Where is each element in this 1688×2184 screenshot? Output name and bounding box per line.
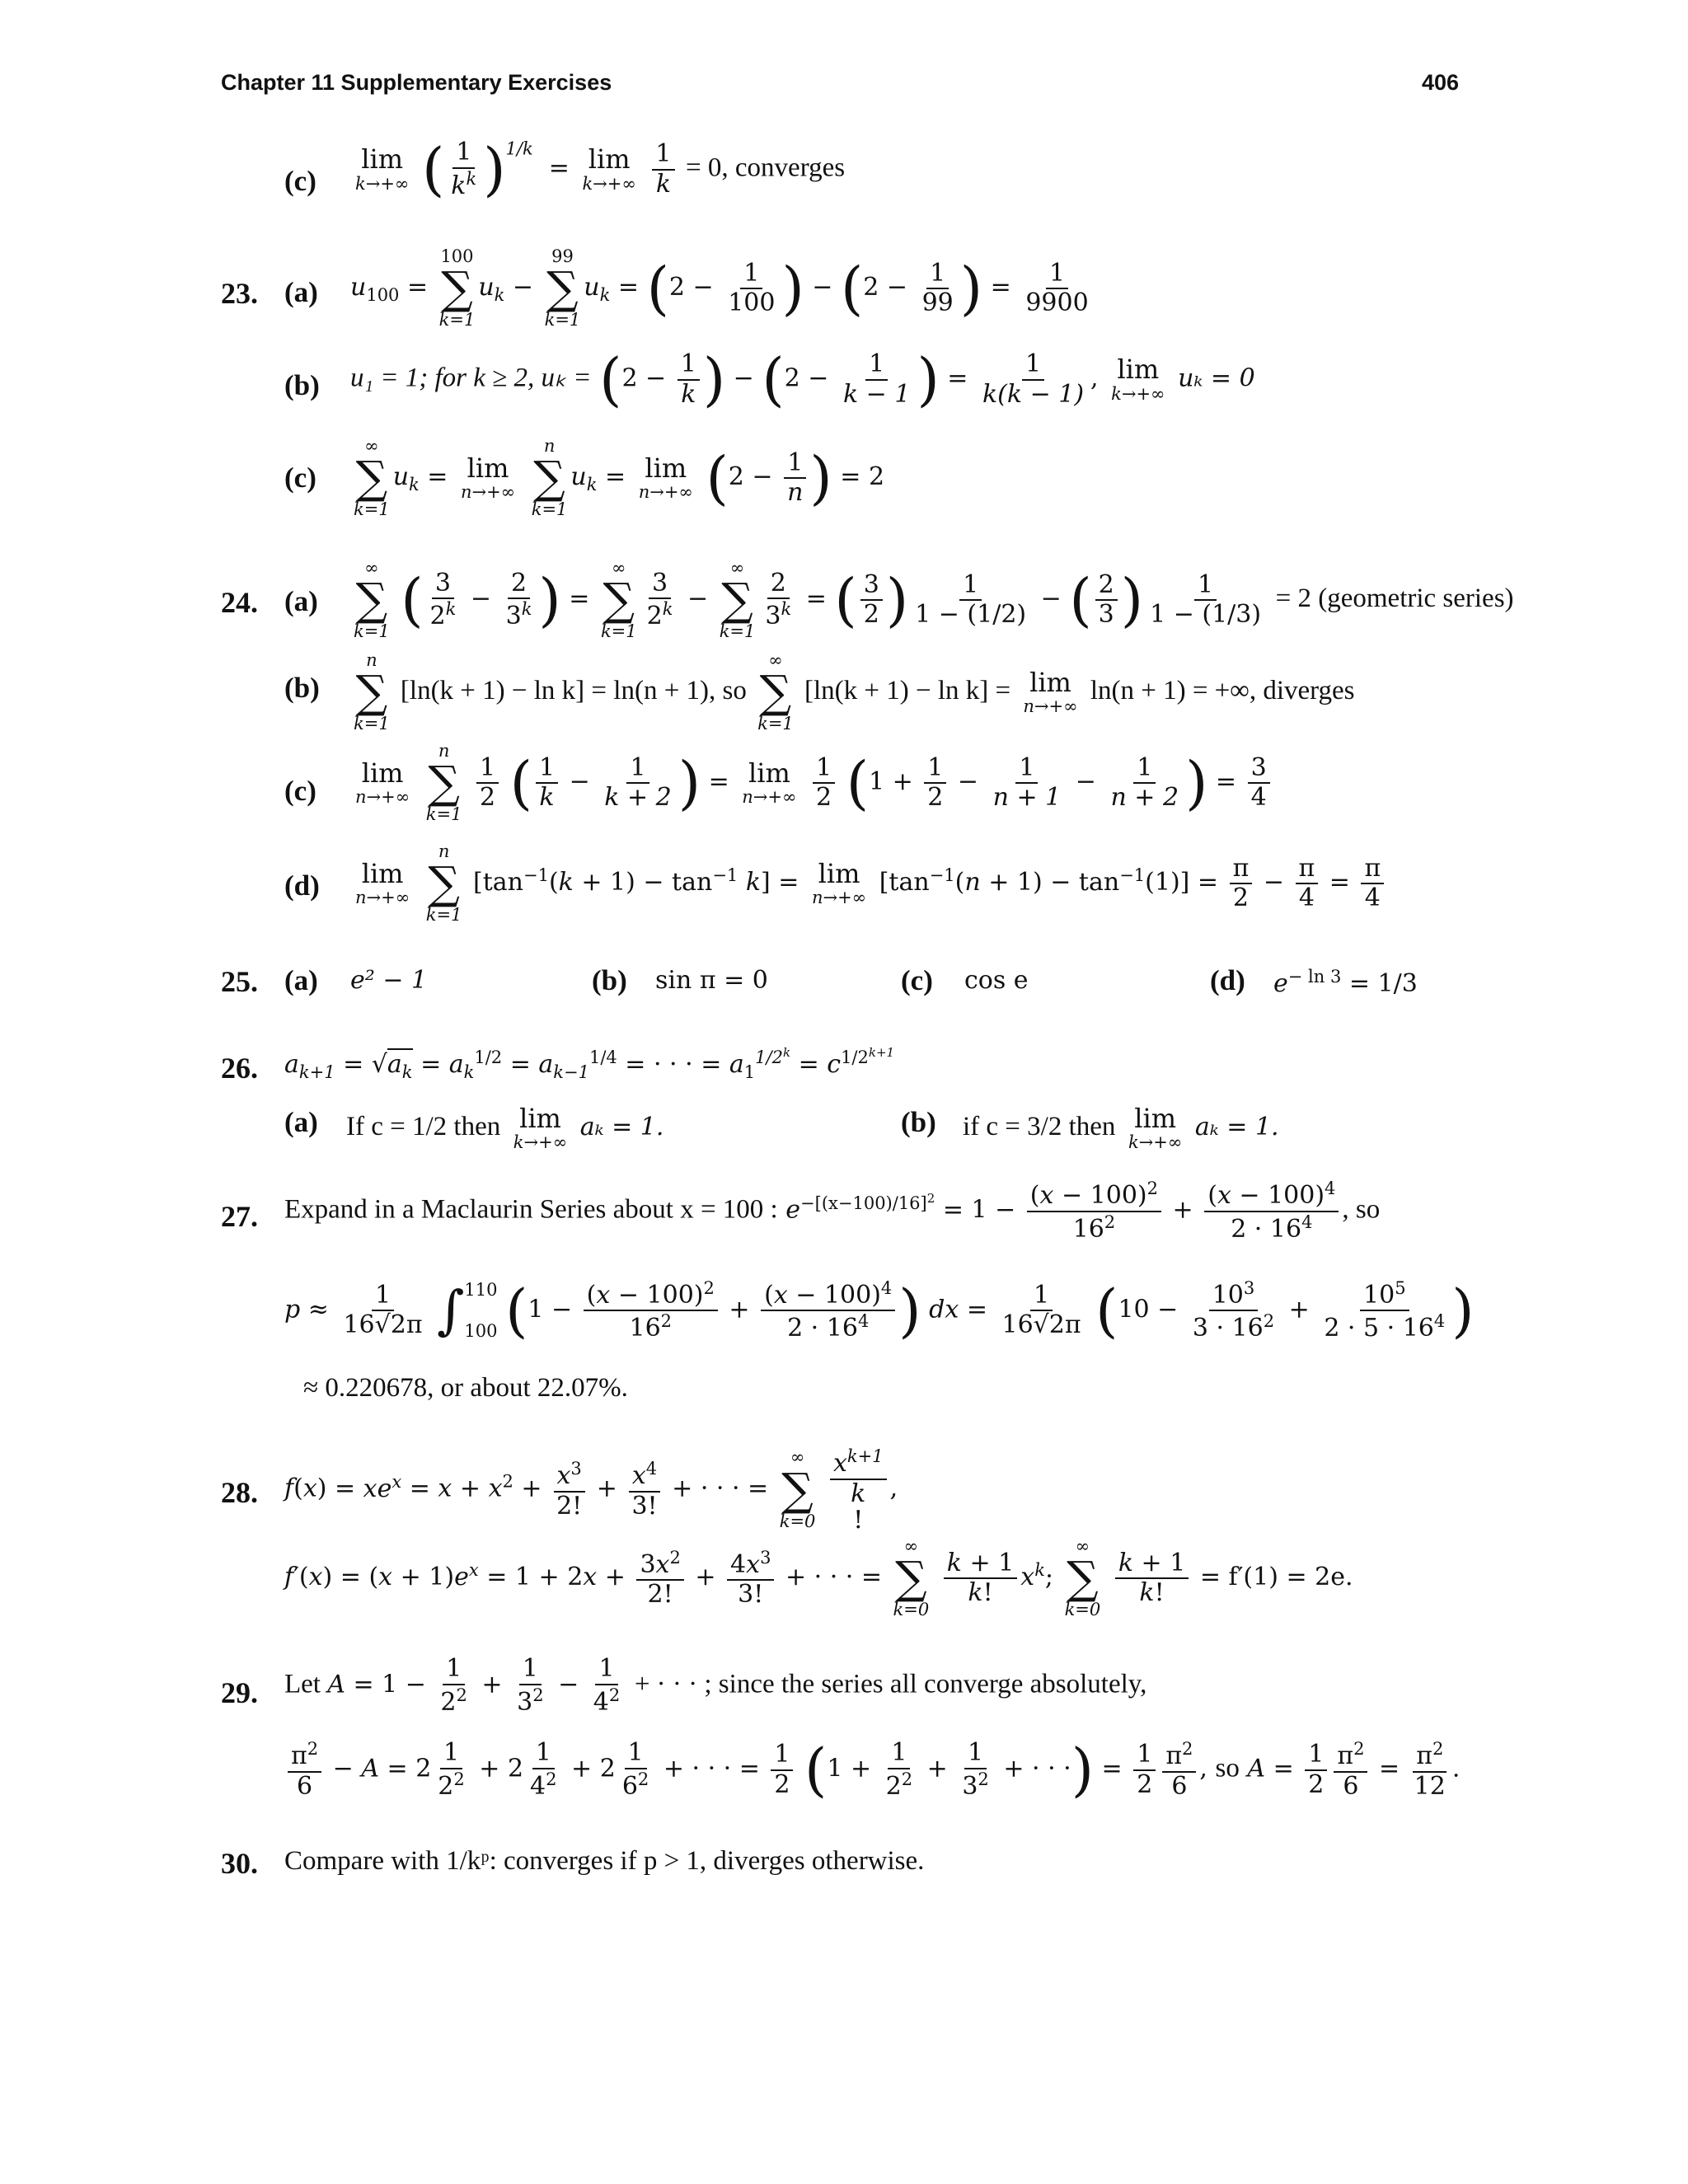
e30-text: Compare with 1/kᵖ: converges if p > 1, diverges otherwise. (284, 1846, 925, 1876)
e26a-text1: If c = 1/2 then (346, 1112, 501, 1142)
e27-intro: Expand in a Maclaurin Series about x = 100 : (284, 1194, 778, 1225)
e24a-note: = 2 (geometric series) (1275, 583, 1514, 614)
e25d-equation: $e^{- ln 3} = 1/3$ (1273, 967, 1418, 998)
exercise-26-number: 26. (221, 1052, 258, 1085)
exercise-24-number: 24. (221, 586, 258, 619)
e26b-text2: aₖ = 1. (1194, 1113, 1279, 1142)
e23c-result: = 2 (840, 462, 885, 492)
e23c-equation: ∞ ∑ k=1 $u_k$ = lim n→+∞ n ∑ k=1 $u_k$ = lim n→+∞ (2 − $\frac{1}{n}$ ) = 2 (354, 436, 885, 520)
e25c-value: cos e (964, 966, 1029, 995)
e23b-label: (b) (284, 369, 320, 401)
e29-line2: $\frac{\pi^2}{6}$ − A = 2 $\frac{1}{2^2}$ + 2 $\frac{1}{4^2}$ + 2 $\frac{1}{6^2}$ + · · · = $\frac{1}{2}$ (1 + $\frac{1}{2^2}$ + $\frac{1}{3^2}$ + · · ·) = $\frac{1}{2}$ $\frac{\pi^2}{6}$ , so A = $\frac{1}{2}$ $\frac{\pi^2}{6}$ = $\frac{\pi^2}{12}$ . (284, 1739, 1460, 1801)
e26b-label: (b) (901, 1106, 936, 1138)
e27-line1: Expand in a Maclaurin Series about x = 100 : $e^{-[(x-100)/16]^2} = 1$ − $\frac{(x - 100)^2}{16^2}$ + $\frac{(x - 100)^4}{2 \cdot 16^4}$ , so (284, 1179, 1381, 1244)
e29-line1: Let A = 1 − $\frac{1}{2^2}$ + $\frac{1}{3^2}$ − $\frac{1}{4^2}$ + · · · ; since the series all converge absolutely, (284, 1654, 1147, 1717)
e24a-equation: ∞ ∑ k=1 ( $\frac{3}{2^k}$ − $\frac{2}{3^k}$ ) = ∞ ∑ k=1 $\frac{3}{2^k}$ − ∞ ∑ k=1 $\frac{2}{3^k}$ = ( $\frac{3}{2}$ ) $\frac{1}{1 - (1/2)}$ − ( $\frac{2}{3}$ ) $\frac{1}{1 - (1/3)}$ = 2 (geometric series) (354, 558, 1514, 642)
e22c-label: (c) (284, 165, 316, 197)
e23b-text: u₁ = 1; for k ≥ 2, uₖ = (350, 363, 592, 393)
e25d-label: (d) (1210, 964, 1245, 996)
e26-equation: $a_{k+1} = √a_k = a_k^{1/2} = a_{k-1}^{1/4}$ = · · · = $a_1^{1/2^k} = c^{1/2^{k+1}}$ (284, 1045, 895, 1082)
e27-so: , so (1342, 1194, 1381, 1225)
e23b-equation: u₁ = 1; for k ≥ 2, uₖ = (2 − $\frac{1}{k}$ ) − (2 − $\frac{1}{k - 1}$ ) = $\frac{1}{k(k - 1)}$ , lim k→+∞ uₖ = 0 (350, 345, 1255, 414)
e24b-equation: n ∑ k=1 [ln(k + 1) − ln k] = ln(n + 1), so ∞ ∑ k=1 [ln(k + 1) − ln k] = lim n→+∞ ln(n + 1) = +∞, diverges (354, 650, 1355, 734)
e28-line1: $f(x) = xe^x = x + x^2$ + $\frac{x^3}{2!}$ + $\frac{x^4}{3!}$ + · · · = ∞ ∑ k=0 $x^{k+1}$ k !, (284, 1446, 898, 1535)
limit: lim k→+∞ (355, 143, 410, 194)
e24d-label: (d) (284, 869, 320, 902)
e26b-equation: if c = 3/2 then lim k→+∞ aₖ = 1. (963, 1103, 1279, 1153)
e27-line2: p ≈ $\frac{1}{16√2\pi}$ ∫ 110 100 (1 − $\frac{(x - 100)^2}{16^2}$ + $\frac{(x - 100)^4}{2 \cdot 16^4}$ ) dx = $\frac{1}{16√2\pi}$ (10 − $\frac{10^3}{3 \cdot 16^2}$ + $\frac{10^5}{2 \cdot 5 \cdot 16^4}$ ) (284, 1277, 1475, 1345)
e25b-label: (b) (592, 964, 627, 996)
e24c-label: (c) (284, 775, 316, 807)
exercise-23-number: 23. (221, 277, 258, 310)
e25b-value: sin π = 0 (655, 966, 768, 995)
e27-approx: ≈ 0.220678, or about 22.07%. (303, 1373, 628, 1403)
e26b-text1: if c = 3/2 then (963, 1112, 1116, 1142)
e24b-text2: [ln(k + 1) − ln k] = (804, 676, 1011, 706)
e23a-label: (a) (284, 276, 318, 308)
e26a-text2: aₖ = 1. (579, 1113, 664, 1142)
page-number: 406 (1421, 70, 1459, 95)
e25d-value: = 1/3 (1348, 969, 1418, 998)
e26a-label: (a) (284, 1106, 318, 1138)
exercise-25-number: 25. (221, 965, 258, 998)
exercise-30-number: 30. (221, 1847, 258, 1880)
e23c-label: (c) (284, 462, 316, 494)
e23a-equation: $u_{100}$ = 100 ∑ k=1 $u_k$ − 99 ∑ k=1 $u_k = (2$ − $\frac{1}{100}$ ) − (2 − $\frac{1}{99}$ ) = $\frac{1}{9900}$ (350, 246, 1089, 330)
exercise-28-number: 28. (221, 1476, 258, 1509)
e25c-label: (c) (901, 964, 933, 996)
e28-result: = f′(1) = 2e. (1199, 1563, 1353, 1592)
e25a-label: (a) (284, 964, 318, 996)
e26a-equation: If c = 1/2 then lim k→+∞ aₖ = 1. (346, 1103, 664, 1153)
e22c-result: = 0, converges (686, 152, 846, 183)
e25a-value: e² − 1 (350, 966, 428, 995)
exercise-29-number: 29. (221, 1676, 258, 1709)
e24b-result: ln(n + 1) = +∞, diverges (1090, 676, 1355, 706)
e28-line2: $f'(x) = (x + 1)e^x = 1 + 2x$ + $\frac{3x^2}{2!}$ + $\frac{4x^3}{3!}$ + · · · = ∞ ∑ k=0 $\frac{k + 1}{k!}$ $x^k$; ∞ ∑ k=0 $\frac{k + 1}{k!}$ = f′(1) = 2e. (284, 1536, 1353, 1620)
e24a-label: (a) (284, 585, 318, 617)
e24b-label: (b) (284, 672, 320, 704)
e24c-equation: lim n→+∞ n ∑ k=1 $\frac{1}{2}$ ( $\frac{1}{k}$ − $\frac{1}{k + 2}$ ) = lim n→+∞ $\frac{1}{2}$ (1 + $\frac{1}{2}$ − $\frac{1}{n + 1}$ − $\frac{1}{n + 2}$ ) = $\frac{3}{4}$ (350, 742, 1273, 824)
e22c-equation: lim k→+∞ ( $\frac{1}{k^k}$ )$^{1/k}$ = lim k→+∞ $\frac{1}{k}$ = 0, converges (355, 135, 846, 204)
e23b-limit-result: uₖ = 0 (1178, 363, 1255, 393)
chapter-title: Chapter 11 Supplementary Exercises (221, 70, 612, 95)
e24d-equation: lim n→+∞ n ∑ k=1 $[\tan^{-1}(k + 1) - \tan^{-1} k]$ = lim n→+∞ $[\tan^{-1}(n + 1) - \tan^{-1}(1)]$ = $\frac{\pi}{2}$ − $\frac{\pi}{4}$ = $\frac{\pi}{4}$ (350, 842, 1387, 925)
e29-intro-tail: + · · · ; since the series all converge absolutely, (634, 1669, 1147, 1699)
exercise-27-number: 27. (221, 1200, 258, 1233)
e24b-text1: [ln(k + 1) − ln k] = ln(n + 1), so (400, 676, 747, 706)
